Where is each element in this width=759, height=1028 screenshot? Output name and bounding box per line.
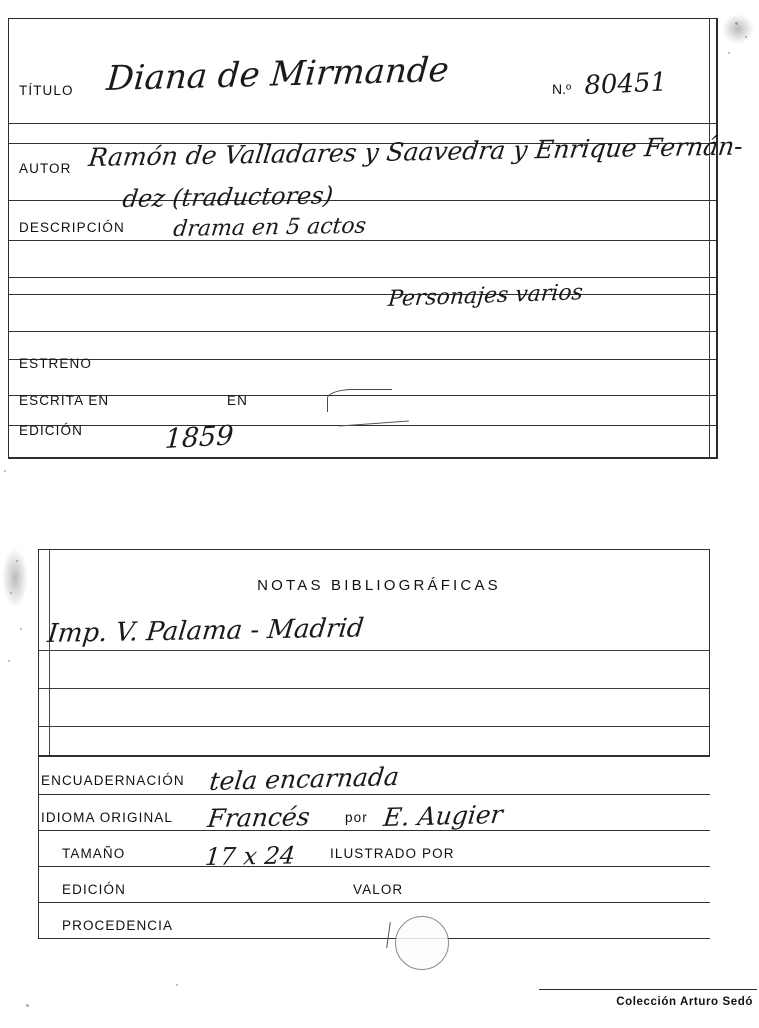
field-value-idioma-original: Francés [206, 802, 312, 833]
card-rule [9, 457, 716, 458]
notes-rule [39, 650, 709, 651]
card-rule [38, 794, 710, 795]
field-label-valor: VALOR [353, 882, 404, 897]
field-label-edicion: EDICIÓN [62, 882, 126, 897]
card-rule [38, 938, 710, 939]
field-label-escrita-en: ESCRITA EN [19, 393, 110, 408]
footer-rule [539, 989, 757, 990]
catalog-card-back [8, 519, 750, 1017]
field-value-edicion: 1859 [164, 420, 235, 455]
field-value-autor-line1: Ramón de Valladares y Saavedra y Enrique Fernán- [87, 131, 745, 172]
card-rule [9, 123, 716, 124]
scan-blot [395, 916, 449, 970]
notas-bibliograficas-title: NOTAS BIBLIOGRÁFICAS [257, 577, 501, 594]
card-rule [38, 756, 710, 757]
field-value-titulo: Diana de Mirmande [105, 49, 451, 99]
card-rule [38, 830, 710, 831]
scan-speck [4, 470, 6, 472]
card-margin-line [709, 19, 710, 458]
scan-speck [745, 36, 747, 38]
card-rule [9, 294, 716, 295]
scan-smudge [722, 14, 754, 44]
stray-pen-mark [327, 389, 392, 412]
field-label-tamano: TAMAÑO [62, 846, 126, 861]
scan-speck [16, 560, 18, 562]
scan-speck [26, 1004, 29, 1007]
field-value-numero: 80451 [583, 67, 668, 101]
field-label-idioma-original: IDIOMA ORIGINAL [41, 810, 174, 825]
notes-rule [39, 726, 709, 727]
field-label-ilustrado-por: ILUSTRADO POR [330, 846, 455, 861]
card-rule [9, 240, 716, 241]
collection-credit: Colección Arturo Sedó [616, 996, 753, 1008]
card-rule [9, 425, 716, 426]
field-value-tamano: 17 x 24 [204, 841, 297, 871]
field-label-descripcion: DESCRIPCIÓN [19, 220, 125, 235]
scan-speck [728, 52, 730, 54]
notes-rule [39, 688, 709, 689]
field-value-encuadernacion: tela encarnada [208, 761, 401, 796]
field-value-personajes: Personajes varios [387, 280, 585, 312]
catalog-card-front [8, 18, 745, 459]
card-rule [9, 359, 716, 360]
card-rule [9, 277, 716, 278]
field-label-encuadernacion: ENCUADERNACIÓN [41, 773, 185, 788]
field-label-procedencia: PROCEDENCIA [62, 918, 174, 933]
field-label-por: por [345, 810, 368, 825]
scan-speck [176, 984, 178, 986]
field-label-edicion: EDICIÓN [19, 423, 83, 438]
scan-speck [20, 628, 22, 630]
card-rule [9, 331, 716, 332]
card-rule [38, 866, 710, 867]
scan-speck [735, 22, 738, 25]
field-label-titulo: TÍTULO [19, 83, 74, 98]
field-label-autor: AUTOR [19, 161, 72, 176]
field-label-en: EN [227, 393, 248, 408]
field-value-descripcion: drama en 5 actos [172, 213, 368, 242]
scan-smudge [2, 548, 28, 608]
field-label-numero: N.º [552, 81, 572, 97]
scan-speck [8, 660, 10, 662]
card-rule [38, 902, 710, 903]
field-value-por: E. Augier [382, 799, 505, 832]
card-rule [9, 200, 716, 201]
field-value-autor-line2: dez (traductores) [121, 181, 335, 213]
scan-speck [10, 592, 12, 594]
field-label-estreno: ESTRENO [19, 356, 92, 371]
notas-bibliograficas-value: Imp. V. Palama - Madrid [46, 613, 366, 649]
card-margin-line [38, 756, 39, 938]
